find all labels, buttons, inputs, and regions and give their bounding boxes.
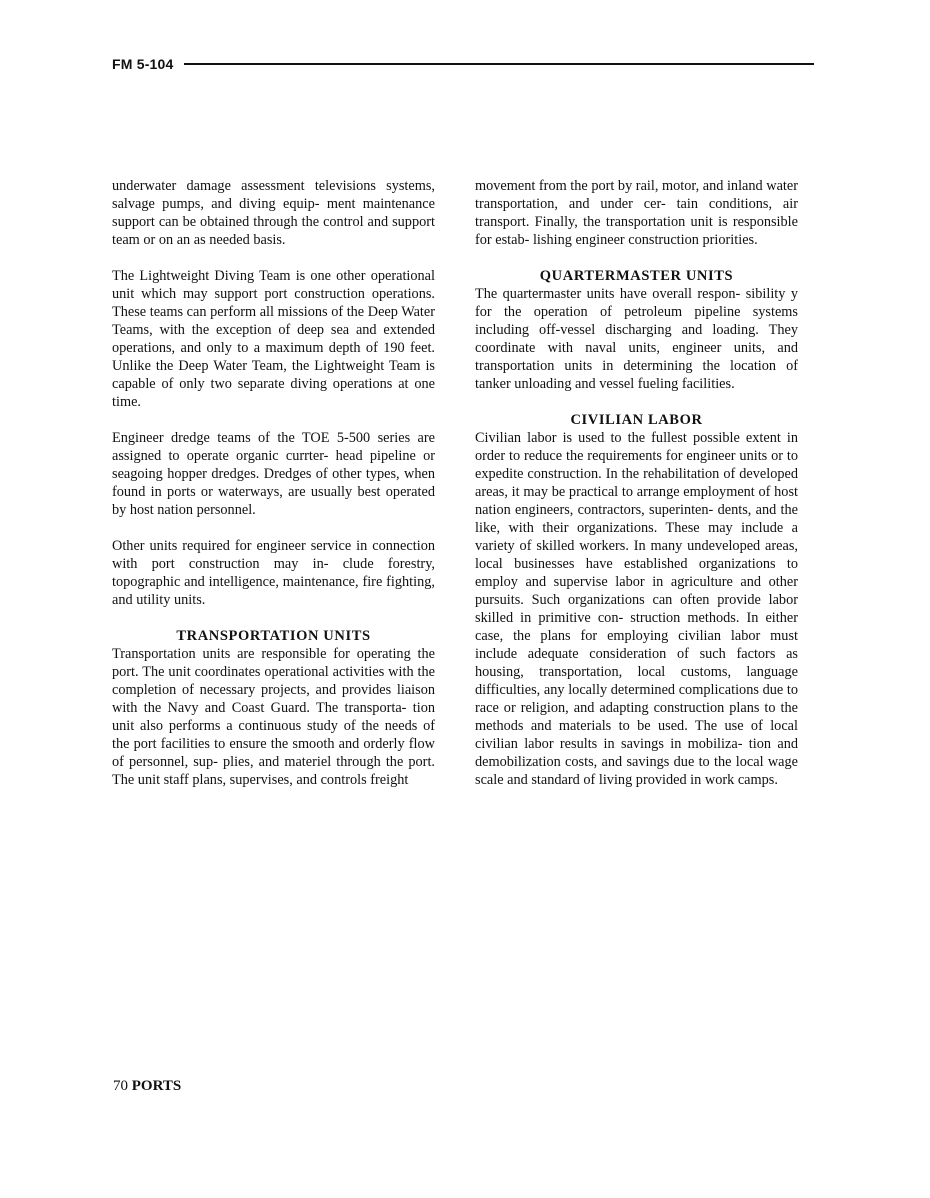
heading-transportation-units: TRANSPORTATION UNITS [176,628,371,644]
section-name: PORTS [131,1078,182,1094]
paragraph-civilian-labor: Civilian labor is used to the fullest possible extent in order to reduce the requirements for engineer units or to expedite construction. In the rehabilitation of developed areas, it may be practical to arrange employment of host nation engineers, contractors, superinten- dents, and the like, with their organizations. These may include a variety of skilled workers. In many undeveloped areas, local businesses have established organizations to employ and supervise labor in agriculture and other pursuits. Such organizations can often provide labor skilled in primitive con- struction methods. In either case, the plans for employing civilian labor must include adequate consideration of such factors as housing, transportation, local customs, language difficulties, any locally determined complications due to race or religion, and adapting construction plans to the methods and materials to be used. The use of local civilian labor results in savings in mobiliza- tion and demobilization costs, and savings due to the local wage scale and standard of living provided in work camps. [475,430,798,788]
header-rule [184,63,814,65]
paragraph-other-units: Other units required for engineer service in connection with port construction may in- clude forestry, topographic and intelligence, maintenance, fire fighting, and utility units. [112,538,435,608]
paragraph-quartermaster-units: The quartermaster units have overall respon- sibility y for the operation of petroleum pipeline systems including off-vessel discharging and loading. They coordinate with naval units, engineer units, and transportation units in determining the location of tanker unloading and vessel fueling facilities. [475,286,798,392]
paragraph-transportation-units: Transportation units are responsible for operating the port. The unit coordinates operational activities with the completion of necessary projects, and provides liaison with the Navy and Coast Guard. The transporta- tion unit also performs a continuous study of the needs of the port facilities to ensure the smooth and orderly flow of personnel, sup- plies, and materiel through the port. The unit staff plans, supervises, and controls freight [112,646,435,788]
paragraph-freight-movement: movement from the port by rail, motor, and inland water transportation, and under cer- tain conditions, air transport. Finally, the transportation unit is responsible for estab- lishing engineer construction priorities. [475,178,799,248]
page-number: 70 [113,1078,128,1094]
paragraph-dredge-teams: Engineer dredge teams of the TOE 5-500 series are assigned to operate organic currter- head pipeline or seagoing hopper dredges. Dredges of other types, when found in ports or waterways, are usually best operated by host nation personnel. [112,430,435,518]
heading-civilian-labor: CIVILIAN LABOR [570,412,703,428]
left-column [112,177,435,789]
paragraph-damage-assessment: underwater damage assessment televisions systems, salvage pumps, and diving equip- ment maintenance support can be obtained through the control and support team or on an as needed basis. [112,178,435,248]
heading-quartermaster-units: QUARTERMASTER UNITS [539,268,734,284]
paragraph-lightweight-diving-team: The Lightweight Diving Team is one other operational unit which may support port construction operations. These teams can perform all missions of the Deep Water Teams, with the exception of deep sea and extended operations, and only to a maximum depth of 190 feet. Unlike the Deep Water Team, the Lightweight Team is capable of only two separate diving operations at one time. [112,268,435,410]
right-column [475,177,798,789]
manual-id: FM 5-104 [112,56,174,72]
page-header [112,52,814,76]
page-footer [113,1078,181,1095]
